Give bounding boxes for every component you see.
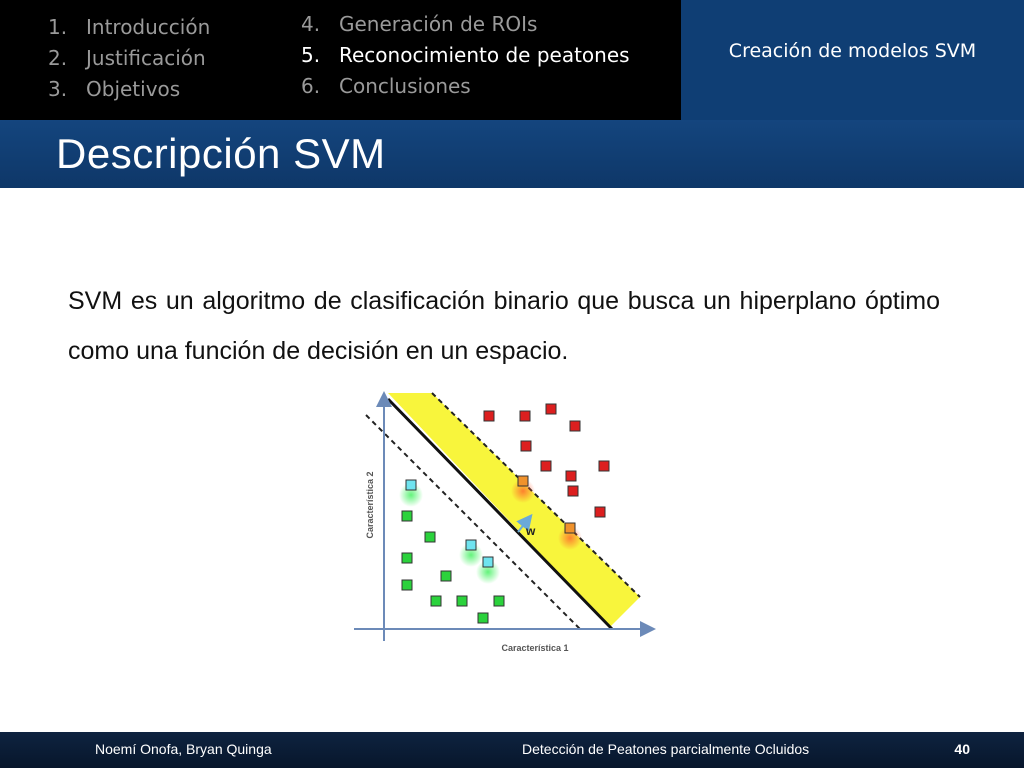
agenda-item-5-current[interactable]: 5. Reconocimiento de peatones xyxy=(301,43,630,67)
class-b-point xyxy=(402,580,412,590)
class-b-point xyxy=(425,532,435,542)
class-a-point xyxy=(521,441,531,451)
class-b-point xyxy=(402,553,412,563)
agenda-item-2[interactable]: 2. Justificación xyxy=(48,46,206,70)
current-section-label: Creación de modelos SVM xyxy=(728,40,977,62)
current-section-box xyxy=(681,0,1024,120)
agenda-list-left xyxy=(48,12,210,105)
footer-talk-title: Detección de Peatones parcialmente Ocluidos xyxy=(522,741,810,757)
slide-body-text: SVM es un algoritmo de clasificación binario que busca un hiperplano óptimo como una función de decisión en un espacio. xyxy=(68,287,940,365)
agenda-item-1[interactable]: 1. Introducción xyxy=(48,15,211,39)
agenda-item-6[interactable]: 6. Conclusiones xyxy=(301,74,471,98)
footer-bar xyxy=(0,732,1024,768)
class-a-point xyxy=(541,461,551,471)
class-b-support-vector xyxy=(406,480,416,490)
class-b-point xyxy=(402,511,412,521)
footer-page-number: 40 xyxy=(954,741,970,757)
class-a-support-vector xyxy=(565,523,575,533)
agenda-item-3[interactable]: 3. Objetivos xyxy=(48,77,181,101)
agenda-item-4[interactable]: 4. Generación de ROIs xyxy=(301,12,538,36)
class-b-point xyxy=(478,613,488,623)
footer-authors: Noemí Onofa, Bryan Quinga xyxy=(95,741,272,757)
class-b-support-vector xyxy=(466,540,476,550)
class-b-support-vector xyxy=(483,557,493,567)
class-a-point xyxy=(599,461,609,471)
agenda-list-mid xyxy=(301,9,630,102)
class-a-point xyxy=(568,486,578,496)
class-a-point xyxy=(566,471,576,481)
class-a-point xyxy=(595,507,605,517)
margin-line-upper xyxy=(432,393,640,597)
hyperplane-line xyxy=(388,399,612,629)
class-a-support-vector xyxy=(518,476,528,486)
class-a-point xyxy=(546,404,556,414)
slide-title-bar xyxy=(0,120,1024,188)
class-a-point xyxy=(484,411,494,421)
y-axis-label: Característica 2 xyxy=(365,471,375,539)
weight-vector-label: w xyxy=(526,524,536,538)
top-navigation-bar xyxy=(0,0,1024,120)
class-b-point xyxy=(494,596,504,606)
svm-diagram xyxy=(350,385,660,665)
class-b-point xyxy=(457,596,467,606)
class-b-point xyxy=(441,571,451,581)
svm-diagram-graphic xyxy=(350,385,660,665)
class-a-point xyxy=(570,421,580,431)
class-b-point xyxy=(431,596,441,606)
class-a-point xyxy=(520,411,530,421)
slide-title: Descripción SVM xyxy=(56,130,386,177)
x-axis-label: Característica 1 xyxy=(501,643,569,653)
